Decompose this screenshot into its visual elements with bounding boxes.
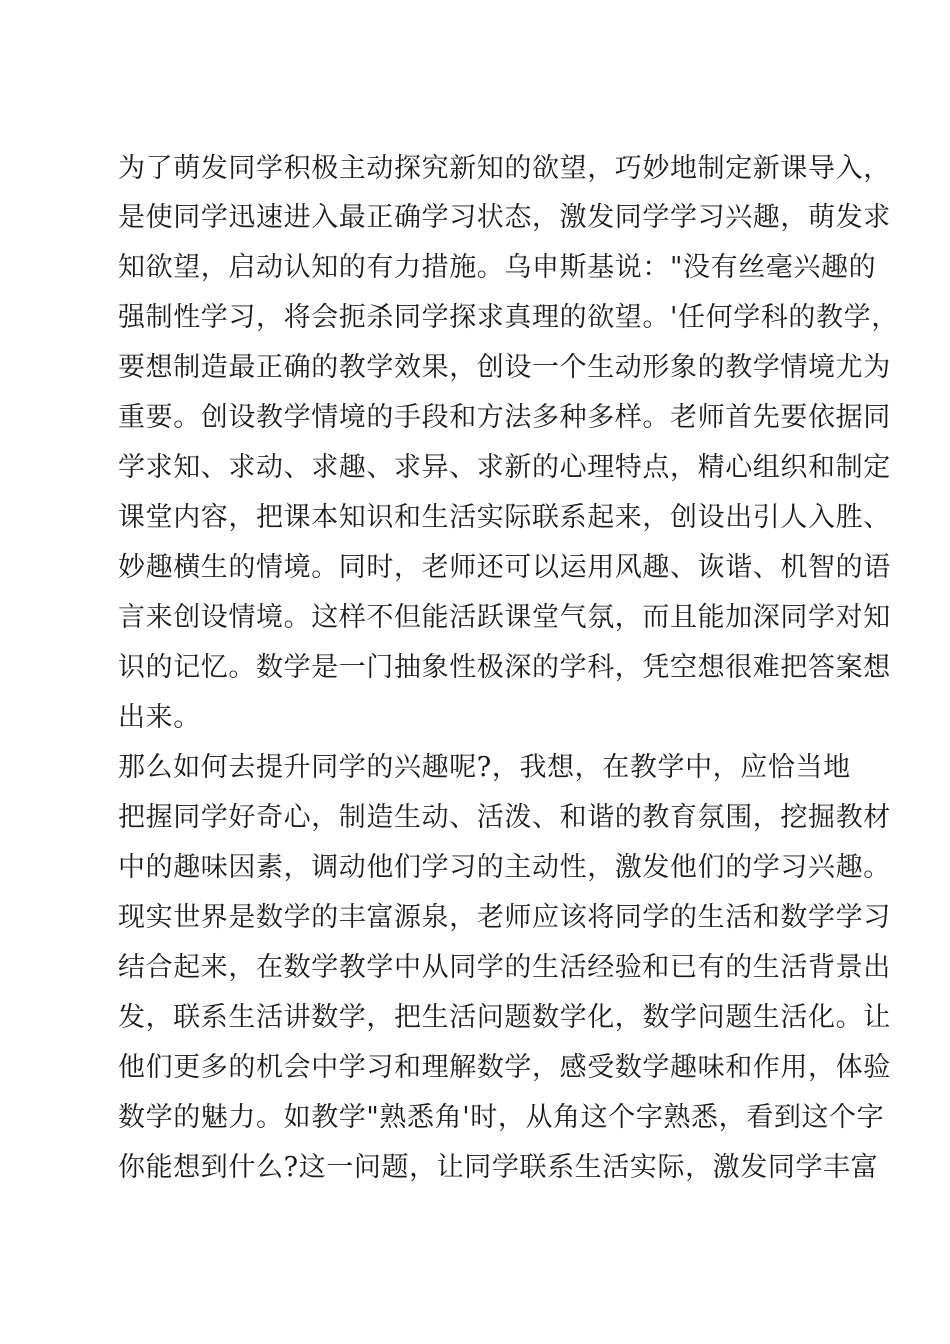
text-line: 课堂内容，把课本知识和生活实际联系起来，创设出引人入胜、 [118,502,891,533]
text-line: 要想制造最正确的教学效果，创设一个生动形象的教学情境尤为 [118,352,891,383]
text-line: 数学的魅力。如教学"熟悉角'时，从角这个字熟悉，看到这个字 [118,1102,885,1133]
text-line: 强制性学习，将会扼杀同学探求真理的欲望。'任何学科的教学， [118,302,899,333]
text-line: 现实世界是数学的丰富源泉，老师应该将同学的生活和数学学习 [118,902,891,933]
text-line: 妙趣横生的情境。同时，老师还可以运用风趣、诙谐、机智的语 [118,552,891,583]
text-line: 把握同学好奇心，制造生动、活泼、和谐的教育氛围，挖掘教材 [118,802,891,833]
text-line: 学求知、求动、求趣、求异、求新的心理特点，精心组织和制定 [118,452,891,483]
text-line: 那么如何去提升同学的兴趣呢?，我想，在教学中，应恰当地 [118,752,851,783]
text-line: 他们更多的机会中学习和理解数学，感受数学趣味和作用，体验 [118,1052,891,1083]
text-line: 为了萌发同学积极主动探究新知的欲望，巧妙地制定新课导入， [118,153,891,184]
text-line: 发，联系生活讲数学，把生活问题数学化，数学问题生活化。让 [118,1002,891,1033]
text-line: 出来。 [118,702,201,733]
text-line: 识的记忆。数学是一门抽象性极深的学科，凭空想很难把答案想 [118,652,891,683]
text-line: 是使同学迅速进入最正确学习状态，激发同学学习兴趣，萌发求 [118,202,891,233]
text-line: 结合起来，在数学教学中从同学的生活经验和已有的生活背景出 [118,952,891,983]
text-line: 言来创设情境。这样不但能活跃课堂气氛，而且能加深同学对知 [118,602,891,633]
text-line: 中的趣味因素，调动他们学习的主动性，激发他们的学习兴趣。 [118,852,891,883]
text-line: 重要。创设教学情境的手段和方法多种多样。老师首先要依据同 [118,402,891,433]
text-line: 你能想到什么?这一问题，让同学联系生活实际，激发同学丰富 [118,1152,879,1183]
text-line: 知欲望，启动认知的有力措施。乌申斯基说："没有丝毫兴趣的 [118,252,877,283]
